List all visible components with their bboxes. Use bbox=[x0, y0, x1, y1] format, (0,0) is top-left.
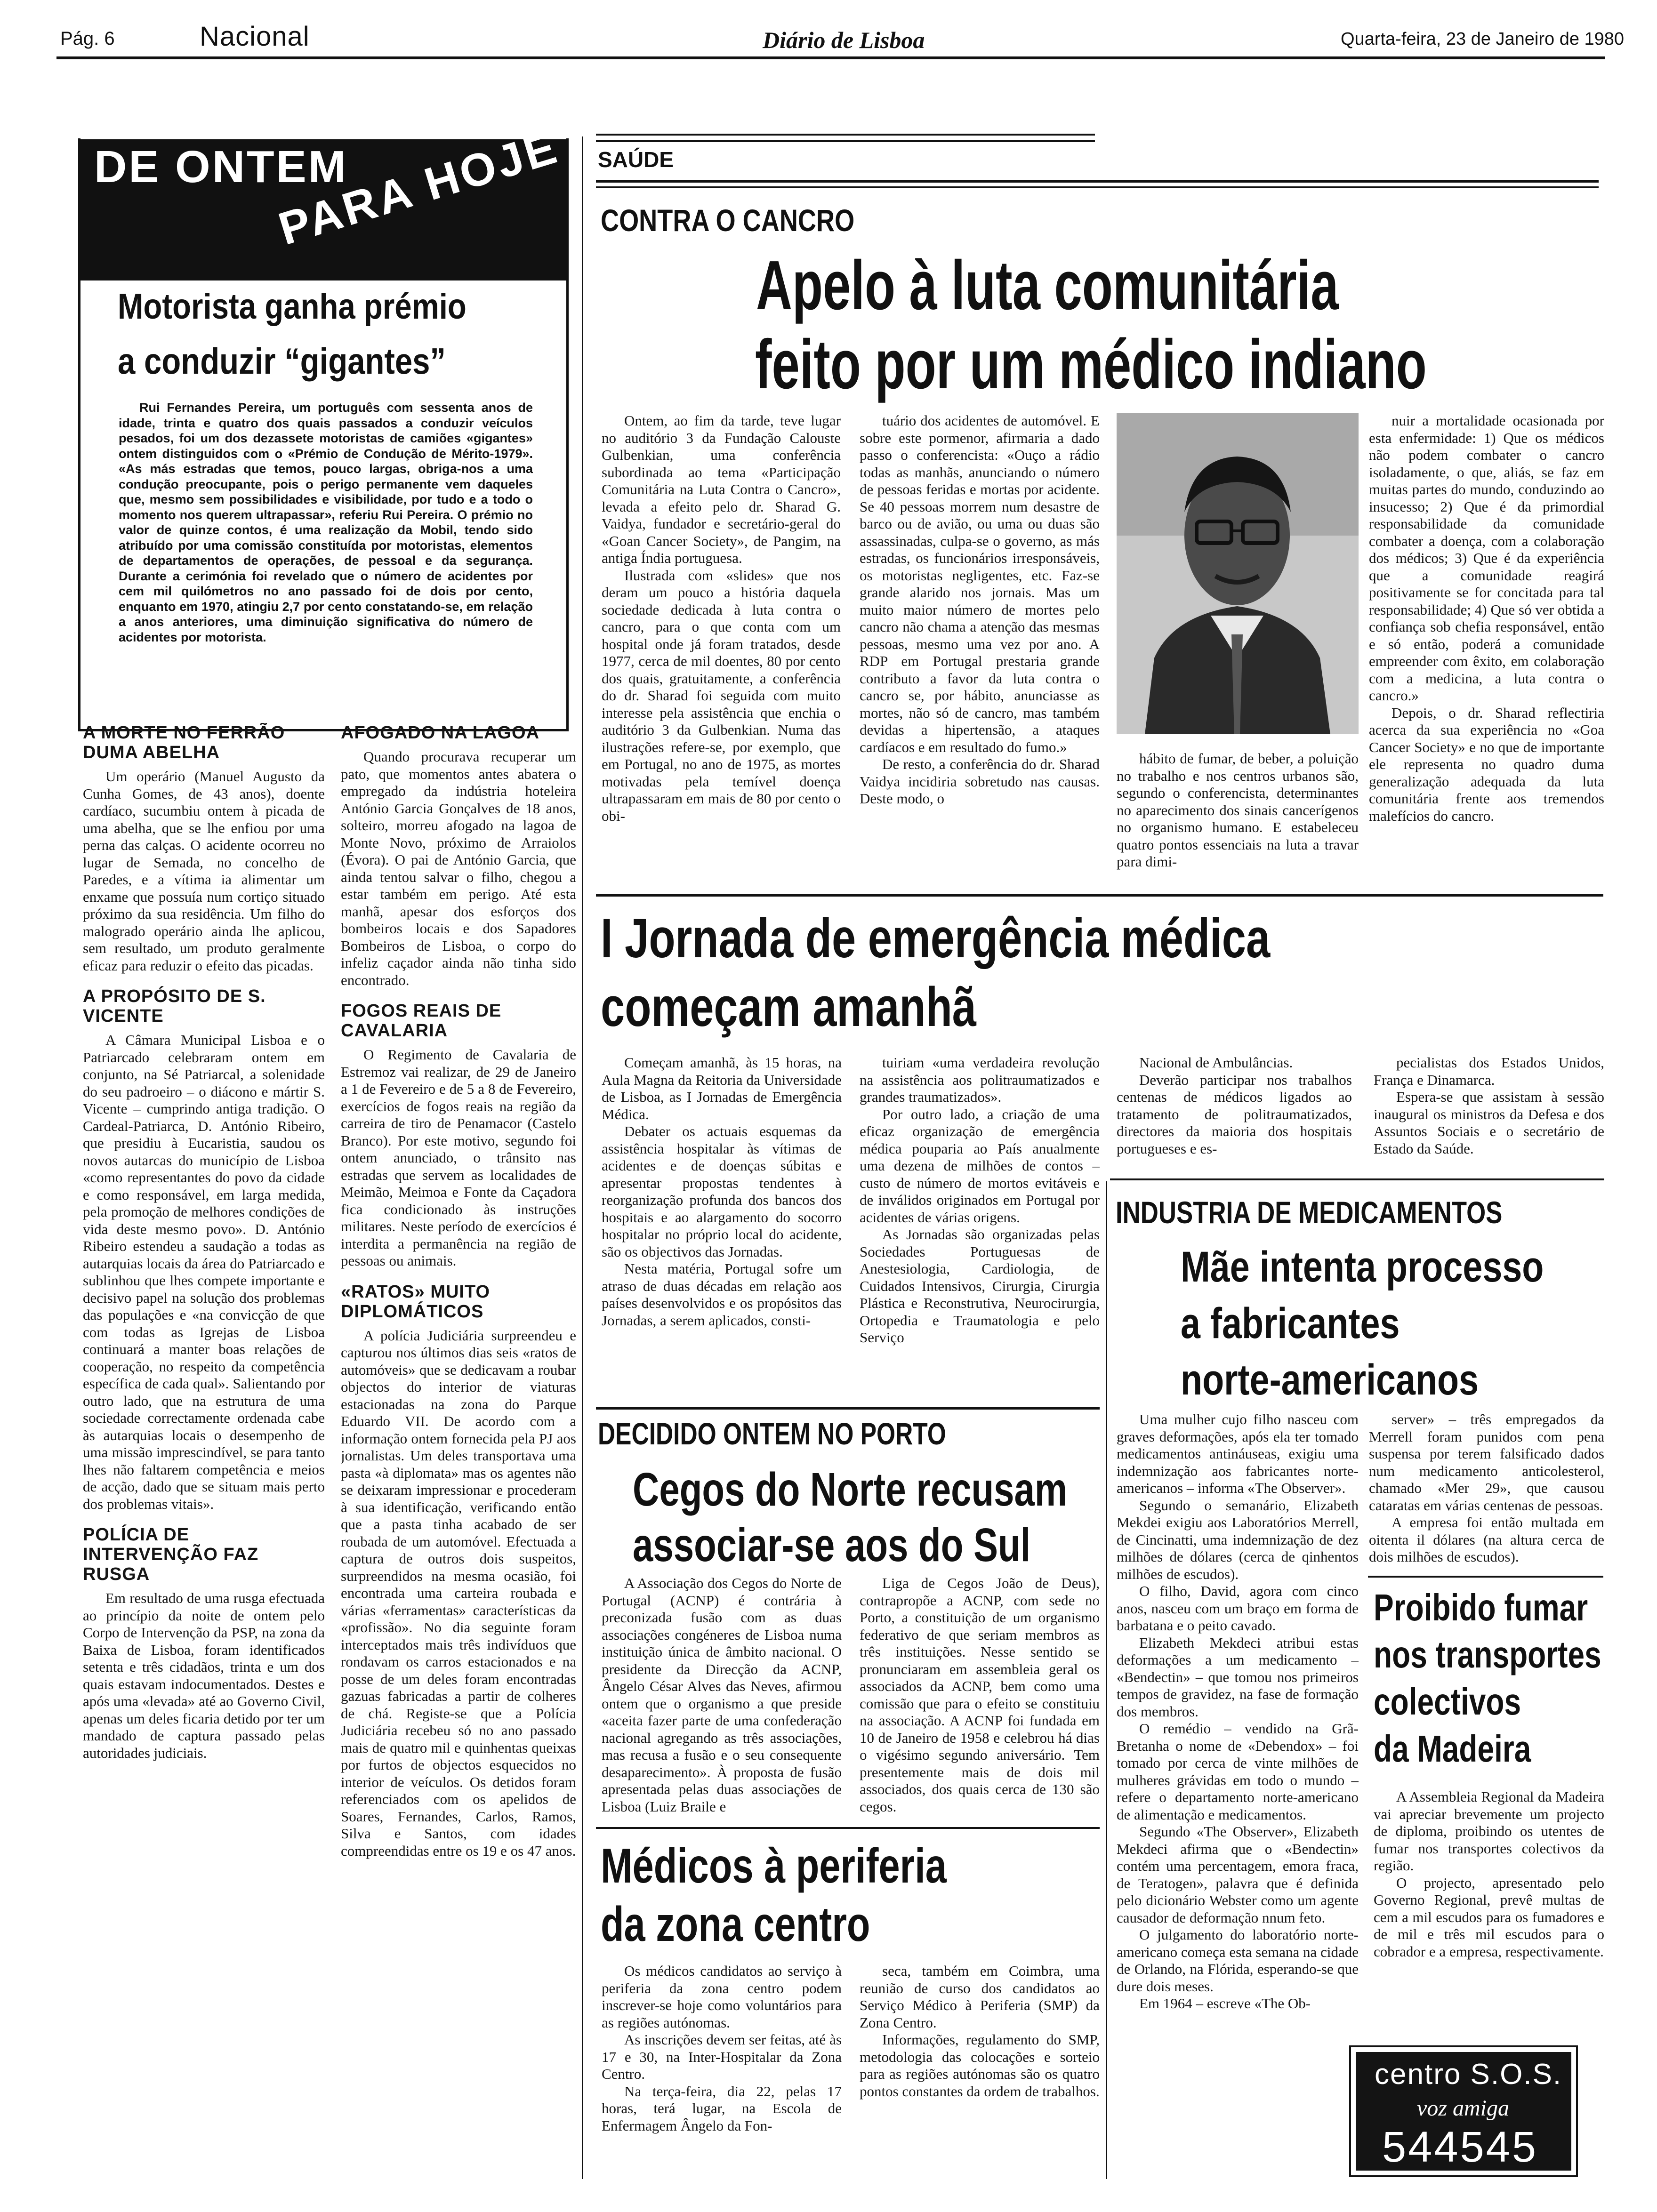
saude-end-rule bbox=[596, 894, 1603, 897]
paragraph: Ontem, ao fim da tarde, teve lugar no auditório 3 da Fundação Calouste Gulbenkian, uma conferência subordinada ao tema «Participação Comunitária na Luta Contra o Cancro», levada a efeito pelo dr. Sharad G. Vaidya, fundador e secretário-geral do «Goan Cancer Society», de Pangim, na antiga Índia portuguesa. bbox=[602, 412, 841, 566]
saude-rule-bottom bbox=[596, 180, 1599, 183]
brief-heading: A PROPÓSITO DE S. VICENTE bbox=[83, 986, 266, 1026]
medicamentos-title-2: a fabricantes bbox=[1181, 1299, 1400, 1347]
paragraph: Nacional de Ambulâncias. bbox=[1139, 1054, 1293, 1071]
sidebar-lead-title-1: Motorista ganha prémio bbox=[118, 287, 467, 327]
sidebar-column-1 bbox=[83, 723, 325, 2177]
saude-pre-title: CONTRA O CANCRO bbox=[601, 203, 855, 238]
saude-rule-bottom2 bbox=[596, 186, 1599, 188]
sos-phone-number: 544545 bbox=[1382, 2123, 1538, 2171]
paragraph: Informações, regulamento do SMP, metodologia das colocações e sorteio para as regiões autónomas são os quatro pontos constantes da ordem de trabalhos. bbox=[860, 2031, 1100, 2100]
medicos-title-2: da zona centro bbox=[601, 1897, 870, 1952]
saude-column-1 bbox=[602, 412, 841, 888]
saude-column-4 bbox=[1369, 412, 1604, 888]
medicos-rule bbox=[596, 1827, 1100, 1829]
saude-column-2 bbox=[860, 412, 1100, 888]
jornada-column-3 bbox=[1117, 1054, 1352, 1177]
saude-rule-top bbox=[596, 134, 1095, 136]
cegos-title-1: Cegos do Norte recusam bbox=[633, 1463, 1068, 1516]
paragraph: hábito de fumar, de beber, a poluição no trabalho e nos centros urbanos são, segundo o conferencista, determinantes no aparecimento dos sinais cancerígenos no organismo humano. E estabeleceu quatro pontos essenciais na luta a travar para dimi- bbox=[1117, 750, 1359, 870]
paragraph: A Assembleia Regional da Madeira vai apreciar brevemente um projecto de diploma, proibindo os utentes de fumar nos transportes colectivos da região. bbox=[1374, 1788, 1604, 1874]
section-name: Nacional bbox=[200, 21, 310, 52]
paragraph: O projecto, apresentado pelo Governo Regional, prevê multas de cem a mil escudos para os fumadores e de mil e três mil escudos para o cobrador e a empresa, respectivamente. bbox=[1374, 1874, 1604, 1960]
sidebar-lead-title-2: a conduzir “gigantes” bbox=[118, 340, 446, 382]
madeira-text bbox=[1374, 1788, 1604, 2043]
paragraph: Os médicos candidatos ao serviço à periferia da zona centro podem inscrever-se hoje como voluntários para as regiões autónomas. bbox=[602, 1963, 842, 2031]
medicamentos-title-3: norte-americanos bbox=[1181, 1356, 1479, 1404]
issue-date: Quarta-feira, 23 de Janeiro de 1980 bbox=[1341, 29, 1625, 49]
saude-title-2: feito por um médico indiano bbox=[755, 326, 1427, 403]
sidebar-lead-text: Rui Fernandes Pereira, um português com sessenta anos de idade, trinta e quatro dos quais passados a conduzir veículos pesados, foi um dos dezassete motoristas de camiões «gigantes» ontem distinguidos com o «Prémio de Condução de Mérito-1979». «As más estradas que temos, pouco largas, obriga-nos a uma condução preocupante, pois o perigo permanente vem daqueles que, mesmo sem possibilidades e visibilidade, por tudo e a todo o momento nos querem ultrapassar», referiu Rui Pereira. O prémio no valor de quinze contos, é uma realização da Mobil, tendo sido atribuído por uma comissão constituída por motoristas, elementos de departamentos de operações, de pessoal e da segurança. Durante a cerimónia foi revelado que o número de acidentes por cem mil quilómetros no ano passado foi de dois por cento, enquanto em 1970, atingiu 2,7 por cento constatando-se, em relação a anos anteriores, uma diminuição significativa do número de acidentes por motorista. bbox=[119, 401, 533, 644]
doctor-portrait-icon bbox=[1117, 413, 1359, 734]
cegos-kicker: DECIDIDO ONTEM NO PORTO bbox=[598, 1416, 946, 1451]
brief-heading: A MORTE NO FERRÃO DUMA ABELHA bbox=[83, 723, 285, 762]
sidebar-column-2 bbox=[341, 723, 576, 2177]
banner-line2: PARA HOJE bbox=[273, 120, 565, 255]
cegos-title-2: associar-se aos do Sul bbox=[633, 1519, 1031, 1571]
medicos-column-1 bbox=[602, 1963, 842, 2179]
paragraph: Em 1964 – escreve «The Ob- bbox=[1139, 1995, 1311, 2012]
sidebar-divider bbox=[582, 136, 583, 2179]
paragraph: seca, também em Coimbra, uma reunião de curso dos candidatos ao Serviço Médico à Periferia (SMP) da Zona Centro. bbox=[860, 1963, 1100, 2031]
jornada-title-1: I Jornada de emergência médica bbox=[601, 907, 1271, 970]
jornada-column-4 bbox=[1374, 1054, 1604, 1177]
madeira-title-1: Proibido fumar bbox=[1374, 1587, 1588, 1628]
sos-line-1: centro S.O.S. bbox=[1375, 2058, 1562, 2091]
jornada-column-1 bbox=[602, 1054, 842, 1398]
saude-kicker: SAÚDE bbox=[598, 147, 674, 172]
paragraph: O julgamento do laboratório norte-americano começa esta semana na cidade de Orlando, na Flórida, esperando-se que dure dois meses. bbox=[1117, 1926, 1359, 1995]
brief-text: Quando procurava recuperar um pato, que momentos antes abatera o empregado da indústria hoteleira António Garcia Gonçalves de 18 anos, solteiro, morreu afogado na lagoa de Monte Novo, próximo de Arraiolos (Évora). O pai de António Garcia, que ainda tentou salvar o filho, chegou a estar também em perigo. Até esta manhã, apesar dos esforços dos bombeiros locais e dos Sapadores Bombeiros de Lisboa, o corpo do infeliz caçador ainda não tinha sido encontrado. bbox=[341, 748, 576, 988]
brief-heading: «RATOS» MUITO DIPLOMÁTICOS bbox=[341, 1282, 491, 1322]
medicos-column-2 bbox=[860, 1963, 1100, 2179]
paragraph: tuário dos acidentes de automóvel. E sobre este pormenor, afirmaria a dado passo o conferencista: «Ouço a rádio todas as manhãs, anunciando o número de pessoas feridas e mortas por acidente. Se 40 pessoas morrem num desastre de barco ou de avião, ou uma ou duas são assassinadas, culpa-se o governo, as más estradas, os funcionários irresponsáveis, os motoristas negligentes, etc. Faz-se grande alarido nos jornais. Mas um muito maior número de mortes pelo cancro não chama a atenção das mesmas pessoas, mesmo uma vez por ano. A RDP em Portugal prestaria grande contributo a favor da luta contra o cancro se, por hábito, anunciasse as mortes, não só de cancro, mas também devidas a hipertensão, a ataques cardíacos e em resultado do fumo.» bbox=[860, 412, 1100, 755]
paragraph: O filho, David, agora com cinco anos, nasceu com um braço em forma de barbatana e o peito cavado. bbox=[1117, 1583, 1359, 1634]
paragraph: Uma mulher cujo filho nasceu com graves deformações, após ela ter tomado medicamentos antináuseas, exigiu uma indemnização aos fabricantes norte-americanos – informa «The Observer». bbox=[1117, 1411, 1359, 1496]
jornada-column-2 bbox=[860, 1054, 1100, 1398]
medicamentos-kicker: INDUSTRIA DE MEDICAMENTOS bbox=[1116, 1195, 1503, 1230]
sos-line-2: voz amiga bbox=[1417, 2096, 1509, 2121]
medicos-title-1: Médicos à periferia bbox=[601, 1839, 947, 1893]
saude-rule-top2 bbox=[596, 140, 1095, 142]
banner-line1: DE ONTEM bbox=[94, 142, 348, 192]
paragraph: tuiriam «uma verdadeira revolução na assistência aos politraumatizados e grandes traumatizados». bbox=[860, 1054, 1100, 1105]
cegos-column-1 bbox=[602, 1575, 842, 1819]
madeira-rule bbox=[1368, 1576, 1603, 1578]
paragraph: O remédio – vendido na Grã-Bretanha o nome de «Debendox» – foi tomado por cerca de vinte milhões de mulheres grávidas em todo o mundo – refere o departamento norte-americano de alimentação e medicamentos. bbox=[1117, 1720, 1359, 1823]
paragraph: Segundo «The Observer», Elizabeth Mekdeci afirma que o «Bendectin» contém uma percentagem, emora fraca, de Teratogen», palavra que é definida pelo dicionário Webster como um agente causador de deformação nnum feto. bbox=[1117, 1823, 1359, 1926]
paragraph: nuir a mortalidade ocasionada por esta enfermidade: 1) Que os médicos não podem combater o cancro isoladamente, o que, aliás, se faz em muitas partes do mundo, conduzindo ao insucesso; 2) Que é da primordial responsabilidade da comunidade combater a doença, com a colaboração dos médicos; 3) Que é da experiência que a comunidade reagirá positivamente se for concitada para tal responsabilidade; 4) Que só ver obtida a confiança sob chefia responsável, então e só então, poderá a comunidade empreender com êxito, em colaboração com a medicina, a luta contra o cancro.» bbox=[1369, 412, 1604, 704]
brief-text: A Câmara Municipal Lisboa e o Patriarcado celebraram ontem em conjunto, na Sé Patriarcal, a solenidade do seu padroeiro – o diácono e mártir S. Vicente – cumprindo antiga tradição. O Cardeal-Patriarca, D. António Ribeiro, que presidiu à Eucaristia, saudou os novos autarcas do município de Lisboa «como representantes do povo da cidade e como responsável, em larga medida, pela promoção de melhores condições de vida deste mesmo povo». D. António Ribeiro estendeu a saudação a todas as autarquias locais da área do Patriarcado e sublinhou que lhes compete importante e decisivo papel na solução dos problemas das populações e «na convicção de que com todas as Igrejas de Lisboa continuará a manter boas relações de cooperação, no respeito da competência específica de cada qual». Salientando por outro lado, que na estrutura de uma sociedade correctamente ordenada cabe às autarquias locais o desempenho de uma missão imprescindível, se para tanto lhes não faltarem competência e meios de acção, dado que se situam mais perto dos problemas vitais». bbox=[83, 1032, 325, 1512]
paragraph: De resto, a conferência do dr. Sharad Vaidya incidiria sobretudo nas causas. Deste modo, o bbox=[860, 756, 1100, 807]
brief-text: O Regimento de Cavalaria de Estremoz vai realizar, de 29 de Janeiro a 1 de Fevereiro e de 5 a 8 de Fevereiro, exercícios de fogos reais na região da carreira de tiro de Penamacor (Castelo Branco). Por este motivo, segundo foi ontem anunciado, o trânsito nas estradas que servem as localidades de Meimão, Meimoa e Fonte da Caçadora fica condicionado às instruções militares. Neste período de exercícios é interdita a permanência na região de pessoas ou animais. bbox=[341, 1046, 576, 1269]
paragraph: Espera-se que assistam à sessão inaugural os ministros da Defesa e dos Assuntos Sociais e o secretário de Estado da Saúde. bbox=[1374, 1089, 1604, 1157]
paragraph: A empresa foi então multada em oitenta il dólares (na altura cerca de dois milhões de escudos). bbox=[1369, 1514, 1604, 1565]
brief-text: Um operário (Manuel Augusto da Cunha Gomes, de 43 anos), doente cardíaco, sucumbiu ontem à picada de uma abelha, que se lhe enfiou por uma perna das calças. O acidente ocorreu no lugar de Semada, no concelho de Paredes, e a vítima ia alimentar um enxame que possuía num cortiço situado próximo da sua residência. Um filho do malogrado operário ainda lhe aplicou, sem resultado, um produto geralmente eficaz para reduzir o efeito das picadas. bbox=[83, 768, 325, 974]
brief-heading: AFOGADO NA LAGOA bbox=[341, 723, 540, 743]
paragraph: server» – três empregados da Merrell foram punidos com pena suspensa por terem falsificado dados num medicamento anticolesterol, chamado «Mer 29», que causou cataratas em várias centenas de pessoas. bbox=[1369, 1411, 1604, 1514]
madeira-title-4: da Madeira bbox=[1374, 1728, 1531, 1770]
paragraph: Nesta matéria, Portugal sofre um atraso de duas décadas em relação aos países desenvolvidos e os propósitos das Jornadas, a serem aplicados, consti- bbox=[602, 1260, 842, 1329]
brief-heading: FOGOS REAIS DE CAVALARIA bbox=[341, 1001, 502, 1041]
doctor-photo bbox=[1117, 413, 1359, 734]
paragraph: As Jornadas são organizadas pelas Sociedades Portuguesas de Anestesiologia, Cardiologia, de Cuidados Intensivos, Cirurgia, Cirurgia Plástica e Reconstrutiva, Neurocirurgia, Ortopedia e Traumatologia e pelo Serviço bbox=[860, 1226, 1100, 1346]
saude-title-1: Apelo à luta comunitária bbox=[756, 247, 1339, 324]
paragraph: Segundo o semanário, Elizabeth Mekdei exigiu aos Laboratórios Merrell, de Cincinatti, uma indemnização de dez milhões de dólares (cerca de qinhentos milhões de escudos). bbox=[1117, 1497, 1359, 1582]
paragraph: Depois, o dr. Sharad reflectiria acerca da sua experiência no «Goa Cancer Society» e no que de importante ele representa no quadro duma generalização adequada da luta comunitária frente aos tremendos malefícios do cancro. bbox=[1369, 704, 1604, 824]
madeira-title-2: nos transportes bbox=[1374, 1634, 1601, 1675]
sos-advert bbox=[1349, 2045, 1578, 2177]
medicamentos-title-1: Mãe intenta processo bbox=[1181, 1243, 1544, 1291]
medicamentos-rule bbox=[1110, 1178, 1604, 1180]
paragraph: Elizabeth Mekdeci atribui estas deformações a um medicamento – «Bendectin» – que tomou nos primeiros tempos de gravidez, na fase de formação dos membros. bbox=[1117, 1634, 1359, 1720]
page-number: Pág. 6 bbox=[60, 28, 115, 49]
paragraph: Por outro lado, a criação de uma eficaz organização de emergência médica pouparia ao País anualmente uma dezena de milhões de contos – custo de número de mortos evitáveis e de inválidos originados em Portugal por acidentes de várias origens. bbox=[860, 1106, 1100, 1226]
paragraph: Começam amanhã, às 15 horas, na Aula Magna da Reitoria da Universidade de Lisboa, as I Jornadas de Emergência Médica. bbox=[602, 1054, 842, 1122]
saude-column-3 bbox=[1117, 750, 1359, 888]
madeira-title-3: colectivos bbox=[1374, 1681, 1521, 1723]
paragraph: Liga de Cegos João de Deus), contrapropõe a ACNP, com sede no Porto, a constituição de um organismo federativo de que seriam membros as três instituições. Nesse sentido se pronunciaram em assembleia geral os associados da ACNP, bem como uma comissão que para o efeito se constituiu na associação. A ACNP foi fundada em 10 de Janeiro de 1958 e celebrou há dias o vigésimo segundo aniversário. Tem presentemente mais de dois mil associados, dos quais cerca de 130 são cegos. bbox=[860, 1575, 1100, 1815]
paragraph: As inscrições devem ser feitas, até às 17 e 30, na Inter-Hospitalar da Zona Centro. bbox=[602, 2031, 842, 2082]
right-divider bbox=[1106, 1181, 1107, 2179]
paragraph: A Associação dos Cegos do Norte de Portugal (ACNP) é contrária à preconizada fusão com as duas associações congéneres de Lisboa numa instituição única de âmbito nacional. O presidente da Direcção da ACNP, Ângelo César Alves das Neves, afirmou ontem que o organismo a que preside «aceita fazer parte de uma confederação nacional agregando as três associações, mas recusa a fusão e o seu consequente desaparecimento». À proposta de fusão apresentada pelas duas associações de Lisboa (Luiz Braile e bbox=[602, 1575, 842, 1815]
paragraph: Debater os actuais esquemas da assistência hospitalar às vítimas de acidentes e de doenças súbitas e apresentar propostas tendentes à reorganização profunda dos bancos dos hospitais e ao alargamento do socorro hospitalar no próprio local do acidente, são os objectivos das Jornadas. bbox=[602, 1123, 842, 1260]
masthead: Diário de Lisboa bbox=[763, 27, 925, 53]
brief-text: A polícia Judiciária surpreendeu e capturou nos últimos dias seis «ratos de automóveis» que se dedicavam a roubar objectos do interior de viaturas estacionadas na zona do Parque Eduardo VII. De acordo com a informação ontem fornecida pela PJ aos jornalistas. Um deles transportava uma pasta «à diplomata» mas os agentes não se deixaram impressionar e procederam à sua identificação, verificando então que a pasta tinha acabado de ser roubada de um automóvel. Efectuada a captura de outros dois suspeitos, surpreendidos na mesma ocasião, foi encontrada uma carteira roubada e várias «ferramentas» características da «profissão». No dia seguinte foram interceptados mais três indivíduos que rondavam os carros estacionados e na posse de um deles foram encontradas gazuas fabricadas a partir de colheres de chá. Registe-se que a Polícia Judiciária recebeu só no ano passado mais de quatro mil e quinhentas queixas por furtos de objectos esquecidos no interior de veículos. Os detidos foram referenciados com os apelidos de Soares, Fernandes, Carlos, Ramos, Silva e Santos, com idades compreendidas entre os 19 e os 47 anos. bbox=[341, 1327, 576, 1859]
brief-text: Em resultado de uma rusga efectuada ao princípio da noite de ontem pelo Corpo de Intervenção da PSP, na zona da Baixa de Lisboa, foram identificados setenta e três cidadãos, trinta e um dos quais estavam indocumentados. Destes e após uma «levada» até ao Governo Civil, apenas um deles ficaria detido por ter um mandado de captura passado pelas autoridades judiciais. bbox=[83, 1590, 325, 1761]
brief-heading: POLÍCIA DE INTERVENÇÃO FAZ RUSGA bbox=[83, 1525, 259, 1584]
medicamentos-column-2 bbox=[1369, 1411, 1604, 1566]
cegos-rule bbox=[596, 1407, 1100, 1410]
header-rule bbox=[56, 56, 1605, 59]
paragraph: Na terça-feira, dia 22, pelas 17 horas, terá lugar, na Escola de Enfermagem Ângelo da Fon- bbox=[602, 2083, 842, 2134]
paragraph: Deverão participar nos trabalhos centenas de médicos ligados ao tratamento de politraumatizados, directores da maioria dos hospitais portugueses e es- bbox=[1117, 1071, 1352, 1157]
medicamentos-column-1 bbox=[1117, 1411, 1359, 2173]
paragraph: pecialistas dos Estados Unidos, França e Dinamarca. bbox=[1374, 1054, 1604, 1088]
paragraph: Ilustrada com «slides» que nos deram um pouco a história daquela sociedade dedicada à luta contra o cancro, para o que conta com um hospital onde já foram tratados, desde 1977, cerca de mil doentes, 80 por cento dos quais, gratuitamente, a conferência do dr. Sharad foi seguida com muito interesse pela assistência que enchia o auditório 3 da Gulbenkian. Numa das ilustrações refere-se, por exemplo, que em Portugal, no ano de 1975, as mortes motivadas pela temível doença ultrapassaram em mais de 80 por cento o obi- bbox=[602, 567, 841, 824]
cegos-column-2 bbox=[860, 1575, 1100, 1819]
jornada-title-2: começam amanhã bbox=[601, 976, 977, 1038]
